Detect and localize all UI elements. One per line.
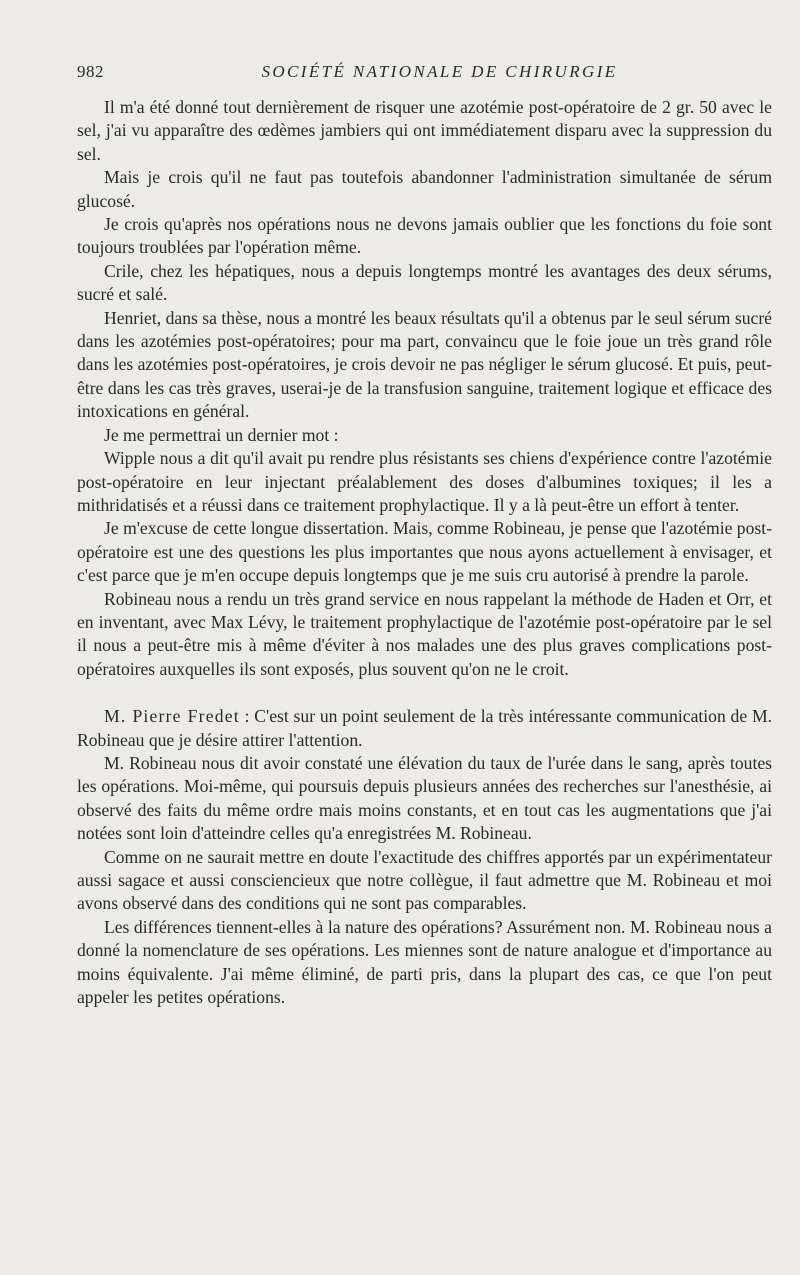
paragraph: Henriet, dans sa thèse, nous a montré les beaux résultats qu'il a obtenus par le seul sérum sucré dans les azotémies post-opératoires; pour ma part, convaincu que le foie joue un très grand rôle dans les azotémies post-opératoires, je crois devoir ne pas négliger le sérum glucosé. Et puis, peut-être dans les cas très graves, userai-je de la transfusion sanguine, traitement logique et efficace des intoxications en général. bbox=[77, 307, 772, 422]
paragraph: Les différences tiennent-elles à la nature des opérations? Assurément non. M. Robineau nous a donné la nomenclature de ses opérations. Les miennes sont de nature analogue et d'importance au moins équivalente. J'ai même éliminé, de parti pris, dans la plupart des cas, ce que l'on peut appeler les petites opérations. bbox=[77, 916, 772, 1008]
speaker-paragraph-text: : C'est sur un point seulement de la très intéressante communication de M. Robineau que je désire attirer l'attention. bbox=[77, 706, 772, 750]
paragraph: Crile, chez les hépatiques, nous a depuis longtemps montré les avantages des deux sérums, sucré et salé. bbox=[77, 260, 772, 305]
paragraph: Robineau nous a rendu un très grand service en nous rappelant la méthode de Haden et Orr, et en inventant, avec Max Lévy, le traitement prophylactique de l'azotémie post-opératoire par le sel il nous a peut-être mis à même d'éviter à nos malades une des plus graves complications post-opératoires auxquelles ils sont exposés, plus souvent qu'on ne le croit. bbox=[77, 588, 772, 679]
paragraph: Je me permettrai un dernier mot : bbox=[104, 424, 339, 445]
paragraph: Comme on ne saurait mettre en doute l'exactitude des chiffres apportés par un expérimentateur aussi sagace et aussi consciencieux que notre collègue, il faut admettre que M. Robineau et moi avons observé dans des conditions qui ne sont pas comparables. bbox=[77, 846, 772, 914]
body-text bbox=[77, 96, 772, 1009]
paragraph: Je crois qu'après nos opérations nous ne devons jamais oublier que les fonctions du foie sont toujours troublées par l'opération même. bbox=[77, 214, 772, 258]
speaker-paragraph bbox=[77, 705, 772, 752]
paragraph: Il m'a été donné tout dernièrement de risquer une azotémie post-opératoire de 2 gr. 50 avec le sel, j'ai vu apparaître des œdèmes jambiers qui ont immédiatement disparu avec la suppression du sel. bbox=[77, 97, 772, 164]
section-gap bbox=[77, 681, 772, 705]
journal-title: SOCIÉTÉ NATIONALE DE CHIRURGIE bbox=[261, 62, 618, 81]
speaker-name: M. Pierre Fredet bbox=[104, 706, 240, 727]
page-number: 982 bbox=[77, 62, 104, 81]
paragraph: Wipple nous a dit qu'il avait pu rendre plus résistants ses chiens d'expérience contre l'azotémie post-opératoire en leur injectant préalablement des doses d'albumines toxiques; il les a mithridatisés et a réussi dans ce traitement prophylactique. Il y a là peut-être un effort à tenter. bbox=[77, 448, 772, 515]
paragraph: M. Robineau nous dit avoir constaté une élévation du taux de l'urée dans le sang, après toutes les opérations. Moi-même, qui poursuis depuis plusieurs années des recherches sur l'anesthésie, ai observé des faits du même ordre mais moins constants, et en tout cas les augmentations que j'ai notées sont loin d'atteindre celles qu'a enregistrées M. Robineau. bbox=[77, 752, 772, 844]
running-head bbox=[77, 62, 772, 88]
paragraph: Mais je crois qu'il ne faut pas toutefois abandonner l'administration simultanée de sérum glucosé. bbox=[77, 167, 772, 211]
paragraph: Je m'excuse de cette longue dissertation. Mais, comme Robineau, je pense que l'azotémie post-opératoire est une des questions les plus importantes que nous ayons actuellement à envisager, et c'est parce que je m'en occupe depuis longtemps que je me suis cru autorisé à prendre la parole. bbox=[77, 518, 772, 586]
